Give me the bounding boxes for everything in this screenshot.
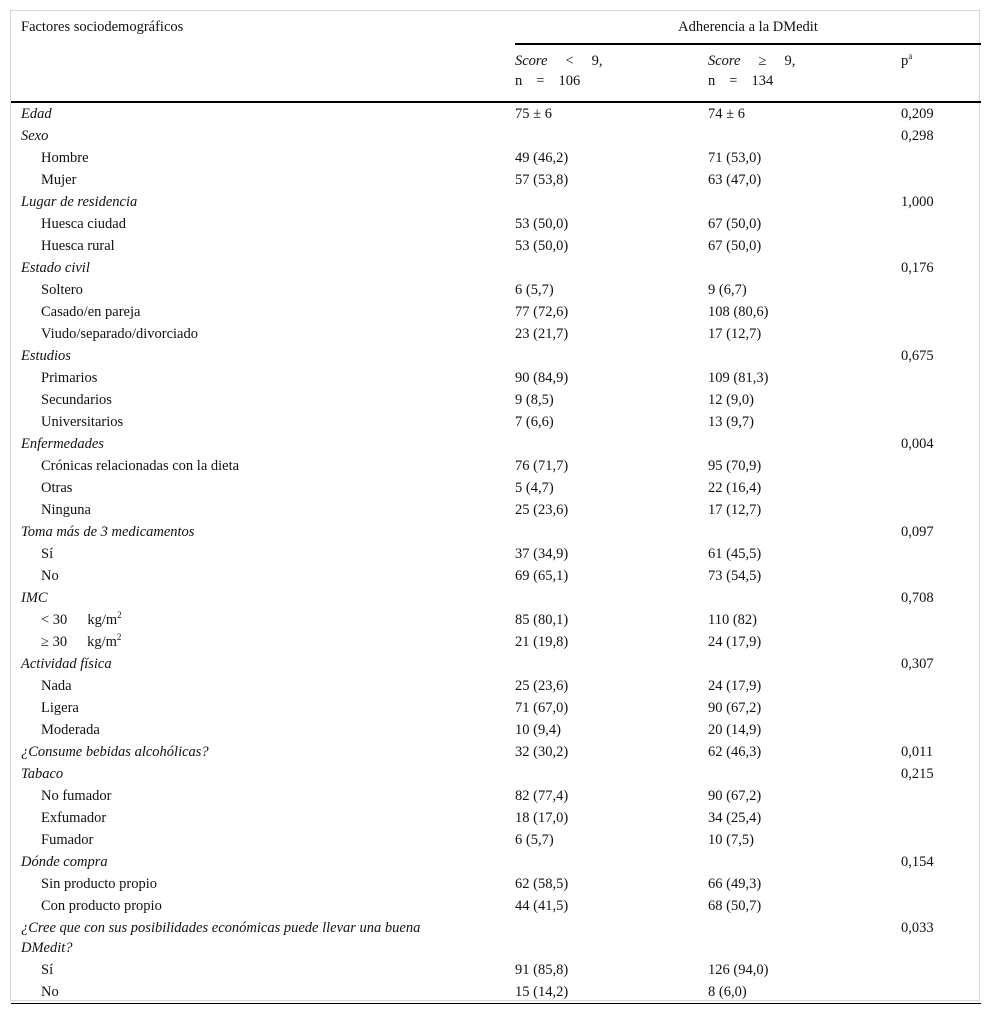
score-low-cell — [515, 587, 708, 609]
score-high-cell — [708, 851, 901, 873]
row-label-text: Sexo — [21, 128, 49, 144]
row-label-text: ¿Cree que con sus posibilidades económicas puede llevar una buena DMedit? — [21, 920, 421, 956]
table-row — [11, 499, 981, 521]
score-high-cell: 66 (49,3) — [708, 876, 762, 892]
table-row — [11, 631, 981, 653]
row-label-text: Moderada — [41, 722, 100, 738]
score-low-cell: 18 (17,0) — [515, 810, 569, 826]
col1-val: 9, — [591, 53, 603, 69]
score-high-cell: 73 (54,5) — [708, 568, 762, 584]
p-value-cell: 0,004 — [901, 436, 934, 452]
p-value-cell: 0,215 — [901, 766, 934, 782]
score-low-cell: 6 (5,7) — [515, 832, 554, 848]
col2-op: ≥ — [758, 53, 767, 69]
p-value-cell — [901, 477, 981, 499]
score-high-cell: 34 (25,4) — [708, 810, 762, 826]
score-low-cell: 5 (4,7) — [515, 480, 554, 496]
score-high-cell — [708, 125, 901, 147]
score-low-cell: 75 ± 6 — [515, 106, 552, 122]
score-high-cell: 22 (16,4) — [708, 480, 762, 496]
p-value-cell: 0,307 — [901, 656, 934, 672]
row-label — [11, 323, 515, 345]
score-low-cell: 23 (21,7) — [515, 326, 569, 342]
row-label — [11, 895, 515, 917]
score-low-cell: 21 (19,8) — [515, 634, 569, 650]
table-row-category — [11, 763, 981, 785]
row-label — [11, 279, 515, 301]
row-label — [11, 917, 515, 959]
row-label — [11, 959, 515, 981]
table-row-category — [11, 191, 981, 213]
factor-header-label: Factores sociodemográficos — [21, 19, 184, 35]
score-high-cell: 24 (17,9) — [708, 634, 762, 650]
score-low-cell — [515, 345, 708, 367]
row-label-text: Casado/en pareja — [41, 304, 141, 320]
score-high-cell — [708, 521, 901, 543]
row-label — [11, 521, 515, 543]
table-row — [11, 235, 981, 257]
col1-score-word: Score — [515, 53, 548, 69]
p-value-cell — [901, 543, 981, 565]
header-row-1 — [11, 11, 981, 44]
col1-n-word: n — [515, 73, 523, 89]
row-unit-sup: 2 — [116, 632, 122, 643]
row-label — [11, 609, 515, 631]
row-label-text: ≥ 30 — [41, 634, 68, 650]
row-label — [11, 477, 515, 499]
score-high-cell: 10 (7,5) — [708, 832, 754, 848]
row-label — [11, 851, 515, 873]
p-value-cell — [901, 323, 981, 345]
row-label — [11, 257, 515, 279]
row-unit: kg/m — [87, 634, 117, 650]
row-label-text: Sí — [41, 962, 54, 978]
score-high-cell: 90 (67,2) — [708, 788, 762, 804]
row-label — [11, 433, 515, 455]
p-value-cell: 0,209 — [901, 106, 934, 122]
p-value-cell — [901, 807, 981, 829]
row-label-text: Enfermedades — [21, 436, 104, 452]
score-high-cell: 62 (46,3) — [708, 744, 762, 760]
score-low-cell — [515, 763, 708, 785]
p-value-cell: 0,708 — [901, 590, 934, 606]
score-low-cell: 7 (6,6) — [515, 414, 554, 430]
score-low-cell: 76 (71,7) — [515, 458, 569, 474]
score-low-cell: 57 (53,8) — [515, 172, 569, 188]
score-low-cell: 6 (5,7) — [515, 282, 554, 298]
table-row — [11, 323, 981, 345]
p-value-cell — [901, 873, 981, 895]
col2-n: 134 — [751, 73, 774, 89]
table-row — [11, 367, 981, 389]
table-row — [11, 609, 981, 631]
row-unit-sup: 2 — [117, 610, 122, 621]
table-row — [11, 455, 981, 477]
row-label — [11, 169, 515, 191]
row-label-text: No — [41, 984, 59, 1000]
sociodemographic-table — [11, 11, 981, 1004]
table-row — [11, 959, 981, 981]
table-row — [11, 543, 981, 565]
row-label-text: Hombre — [41, 150, 89, 166]
score-high-cell: 17 (12,7) — [708, 502, 762, 518]
score-low-cell: 37 (34,9) — [515, 546, 569, 562]
table-row-category — [11, 587, 981, 609]
score-high-cell — [708, 191, 901, 213]
row-label-text: Edad — [21, 106, 52, 122]
score-low-cell — [515, 917, 708, 959]
row-label-text: Estado civil — [21, 260, 90, 276]
table-row — [11, 697, 981, 719]
table-row — [11, 675, 981, 697]
row-label — [11, 763, 515, 785]
score-low-cell — [515, 433, 708, 455]
row-label — [11, 191, 515, 213]
row-label-text: Universitarios — [41, 414, 124, 430]
p-value-cell — [901, 147, 981, 169]
table-row-category — [11, 345, 981, 367]
col1-op: < — [565, 53, 574, 69]
p-value-cell — [901, 981, 981, 1004]
row-label — [11, 389, 515, 411]
col-score-low-header — [515, 44, 708, 102]
row-label-text: ¿Consume bebidas alcohólicas? — [21, 744, 209, 760]
score-low-cell: 49 (46,2) — [515, 150, 569, 166]
score-high-cell: 108 (80,6) — [708, 304, 769, 320]
table-frame — [10, 10, 980, 1001]
table-row-category — [11, 917, 981, 959]
table-row-category — [11, 125, 981, 147]
p-value-cell — [901, 829, 981, 851]
row-label — [11, 455, 515, 477]
row-label-text: Primarios — [41, 370, 98, 386]
score-high-cell: 9 (6,7) — [708, 282, 747, 298]
table-row — [11, 873, 981, 895]
row-label-text: Lugar de residencia — [21, 194, 138, 210]
row-label — [11, 719, 515, 741]
row-label — [11, 873, 515, 895]
table-row-category — [11, 653, 981, 675]
table-row-category — [11, 851, 981, 873]
score-high-cell: 63 (47,0) — [708, 172, 762, 188]
group-header — [515, 11, 981, 44]
p-value-cell — [901, 697, 981, 719]
row-label — [11, 125, 515, 147]
row-label — [11, 147, 515, 169]
score-low-cell: 77 (72,6) — [515, 304, 569, 320]
row-label — [11, 543, 515, 565]
score-low-cell: 90 (84,9) — [515, 370, 569, 386]
score-high-cell: 109 (81,3) — [708, 370, 769, 386]
row-label — [11, 741, 515, 763]
row-label — [11, 213, 515, 235]
score-high-cell: 126 (94,0) — [708, 962, 769, 978]
score-high-cell: 61 (45,5) — [708, 546, 762, 562]
row-label-text: Secundarios — [41, 392, 112, 408]
score-high-cell: 71 (53,0) — [708, 150, 762, 166]
col2-eq: = — [729, 73, 738, 89]
p-value-cell: 0,176 — [901, 260, 934, 276]
score-low-cell: 15 (14,2) — [515, 981, 708, 1004]
row-label-text: Sí — [41, 546, 54, 562]
table-row-category — [11, 433, 981, 455]
p-value-cell — [901, 235, 981, 257]
score-low-cell — [515, 653, 708, 675]
table-row — [11, 829, 981, 851]
col2-n-word: n — [708, 73, 716, 89]
p-value-cell — [901, 455, 981, 477]
col2-val: 9, — [784, 53, 796, 69]
score-low-cell: 82 (77,4) — [515, 788, 569, 804]
row-label-text: Otras — [41, 480, 73, 496]
p-value-header — [901, 44, 981, 102]
p-value-cell: 1,000 — [901, 194, 934, 210]
row-label — [11, 411, 515, 433]
score-low-cell: 25 (23,6) — [515, 678, 569, 694]
row-label-text: Fumador — [41, 832, 94, 848]
p-value-cell — [901, 895, 981, 917]
row-label — [11, 367, 515, 389]
p-value-cell — [901, 169, 981, 191]
table-row-category — [11, 741, 981, 763]
score-high-cell — [708, 257, 901, 279]
table-row — [11, 301, 981, 323]
score-low-cell — [515, 125, 708, 147]
score-high-cell — [708, 433, 901, 455]
col1-n: 106 — [558, 73, 581, 89]
score-low-cell — [515, 257, 708, 279]
table-row — [11, 213, 981, 235]
score-low-cell — [515, 521, 708, 543]
score-high-cell — [708, 917, 901, 959]
score-low-cell: 25 (23,6) — [515, 502, 569, 518]
table-row — [11, 981, 981, 1004]
row-label — [11, 345, 515, 367]
table-row — [11, 411, 981, 433]
row-label — [11, 235, 515, 257]
score-low-cell: 44 (41,5) — [515, 898, 569, 914]
score-low-cell: 62 (58,5) — [515, 876, 569, 892]
factor-header-spacer — [11, 44, 515, 102]
table-row — [11, 895, 981, 917]
row-label — [11, 829, 515, 851]
row-label-text: Ninguna — [41, 502, 91, 518]
score-high-cell — [708, 653, 901, 675]
col-score-high-header — [708, 44, 901, 102]
p-value-cell: 0,097 — [901, 524, 934, 540]
row-label-text: Exfumador — [41, 810, 107, 826]
p-value-cell — [901, 213, 981, 235]
p-value-cell: 0,033 — [901, 920, 934, 936]
score-high-cell: 74 ± 6 — [708, 106, 745, 122]
p-value-cell: 0,675 — [901, 348, 934, 364]
row-label — [11, 499, 515, 521]
score-low-cell: 85 (80,1) — [515, 612, 569, 628]
row-label — [11, 102, 515, 125]
p-value-cell — [901, 609, 981, 631]
row-label-text: Huesca rural — [41, 238, 115, 254]
p-value-cell — [901, 675, 981, 697]
table-row — [11, 279, 981, 301]
row-label — [11, 785, 515, 807]
score-low-cell: 9 (8,5) — [515, 392, 554, 408]
col2-score-word: Score — [708, 53, 741, 69]
row-label-text: Viudo/separado/divorciado — [41, 326, 198, 342]
score-high-cell: 24 (17,9) — [708, 678, 762, 694]
row-label-text: Tabaco — [21, 766, 64, 782]
p-value-cell — [901, 367, 981, 389]
table-row — [11, 147, 981, 169]
row-label — [11, 565, 515, 587]
p-value-cell: 0,011 — [901, 744, 934, 760]
row-label-text: Sin producto propio — [41, 876, 157, 892]
row-label-text: Actividad física — [21, 656, 112, 672]
table-row-category — [11, 521, 981, 543]
p-value-cell — [901, 785, 981, 807]
p-value-cell — [901, 499, 981, 521]
p-value-cell — [901, 411, 981, 433]
score-low-cell: 71 (67,0) — [515, 700, 569, 716]
score-high-cell: 110 (82) — [708, 612, 757, 628]
p-value-cell — [901, 565, 981, 587]
table-row — [11, 565, 981, 587]
table-row — [11, 169, 981, 191]
row-label-text: IMC — [21, 590, 48, 606]
p-value-cell — [901, 719, 981, 741]
table-row — [11, 807, 981, 829]
p-value-cell: 0,154 — [901, 854, 934, 870]
table-row — [11, 719, 981, 741]
row-label-text: Ligera — [41, 700, 79, 716]
row-label — [11, 981, 515, 1004]
score-low-cell: 91 (85,8) — [515, 962, 569, 978]
row-label-text: Estudios — [21, 348, 71, 364]
row-label — [11, 631, 515, 653]
score-low-cell: 53 (50,0) — [515, 238, 569, 254]
score-high-cell: 67 (50,0) — [708, 216, 762, 232]
p-value-cell — [901, 279, 981, 301]
group-header-label: Adherencia a la DMedit — [678, 19, 818, 35]
row-label — [11, 587, 515, 609]
table-row — [11, 389, 981, 411]
row-label-text: Con producto propio — [41, 898, 162, 914]
header-row-2 — [11, 44, 981, 102]
p-value-cell — [901, 631, 981, 653]
p-label: p — [901, 53, 909, 69]
p-value-cell — [901, 301, 981, 323]
score-high-cell — [708, 763, 901, 785]
score-high-cell — [708, 587, 901, 609]
score-high-cell: 13 (9,7) — [708, 414, 754, 430]
row-label-text: Crónicas relacionadas con la dieta — [41, 458, 240, 474]
table-row-category — [11, 102, 981, 125]
score-high-cell: 95 (70,9) — [708, 458, 762, 474]
p-sup: a — [908, 51, 913, 62]
row-label-text: Mujer — [41, 172, 77, 188]
score-high-cell: 8 (6,0) — [708, 981, 901, 1004]
score-low-cell — [515, 191, 708, 213]
row-label — [11, 807, 515, 829]
table-row — [11, 477, 981, 499]
row-label — [11, 653, 515, 675]
score-low-cell: 32 (30,2) — [515, 744, 569, 760]
factor-header — [11, 11, 515, 44]
p-value-cell — [901, 959, 981, 981]
score-high-cell: 67 (50,0) — [708, 238, 762, 254]
p-value-cell — [901, 389, 981, 411]
row-label — [11, 301, 515, 323]
row-label-text: Soltero — [41, 282, 83, 298]
score-high-cell: 90 (67,2) — [708, 700, 762, 716]
score-high-cell: 68 (50,7) — [708, 898, 762, 914]
table-row — [11, 785, 981, 807]
row-label — [11, 675, 515, 697]
score-low-cell — [515, 851, 708, 873]
score-high-cell — [708, 345, 901, 367]
col1-eq: = — [536, 73, 545, 89]
row-label-text: Dónde compra — [21, 854, 108, 870]
row-label-text: No fumador — [41, 788, 112, 804]
score-high-cell: 12 (9,0) — [708, 392, 754, 408]
score-high-cell: 20 (14,9) — [708, 722, 762, 738]
row-unit: kg/m — [87, 612, 118, 628]
row-label-text: Nada — [41, 678, 72, 694]
row-label-text: < 30 — [41, 612, 68, 628]
row-label-text: Toma más de 3 medicamentos — [21, 524, 195, 540]
score-low-cell: 10 (9,4) — [515, 722, 561, 738]
score-low-cell: 53 (50,0) — [515, 216, 569, 232]
score-low-cell: 69 (65,1) — [515, 568, 569, 584]
row-label-text: No — [41, 568, 59, 584]
table-body — [11, 102, 981, 1004]
score-high-cell: 17 (12,7) — [708, 326, 762, 342]
table-row-category — [11, 257, 981, 279]
row-label — [11, 697, 515, 719]
row-label-text: Huesca ciudad — [41, 216, 126, 232]
p-value-cell: 0,298 — [901, 128, 934, 144]
